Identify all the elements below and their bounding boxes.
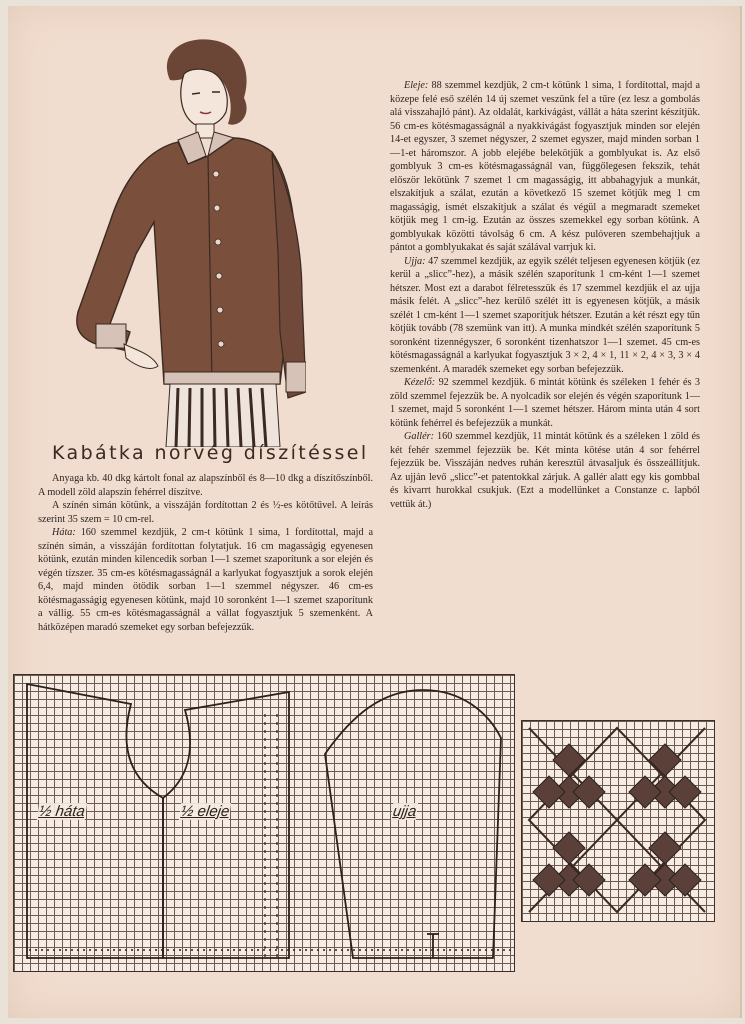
article-title: Kabátka norvég díszítéssel — [52, 442, 369, 464]
front-piece-label: ½ eleje — [179, 803, 231, 820]
pattern-pieces — [13, 674, 513, 970]
norwegian-motif — [521, 720, 713, 920]
left-text-column — [38, 472, 373, 634]
sleeve-piece-outline — [325, 690, 501, 958]
sleeve-piece-label: ujja — [391, 803, 418, 820]
paragraph: Anyaga kb. 40 dkg kártolt fonal az alapszínből és 8—10 dkg a díszítőszínből. A modell zöld alapszín fehérrel díszítve. — [38, 473, 373, 498]
jacket-illustration — [66, 32, 306, 447]
paragraph: Gallér: 160 szemmel kezdjük, 11 mintát kötünk és a széleken 1 zöld és két fehér szemmel fejezzük be. Két minta kötése után 4 sor fehérrel fejezzük be. Visszáján nedves ruhán keresztül átvasaljuk és összeállítjuk. Az ujján levő „slicc”-et patentokkal zárjuk. A gallér alatt egy kis gombbal és kivarrt hurokkal csukjuk. (Ezt a modellünket a Constanze c. lapból vettük át.) — [390, 431, 700, 510]
magazine-page — [8, 6, 742, 1018]
back-piece-label: ½ háta — [37, 803, 87, 820]
back-piece-outline — [27, 684, 163, 958]
paragraph: Kézelő: 92 szemmel kezdjük. 6 mintát kötünk és széleken 1 fehér és 3 zöld szemmel fejezzük be. A nyolcadik sor elején és végén szaporítunk 1—1 szemet, majd 5 soronként 1—1 szemet hétszer. Három minta után 4 sort kötünk fehérrel és befejezzük a munkát. — [390, 377, 700, 429]
right-text-column — [390, 79, 700, 511]
paragraph: Háta: 160 szemmel kezdjük, 2 cm-t kötünk 1 sima, 1 fordítottal, majd a színén simán, a visszáján fordítottan folytatjuk. 16 cm magasságig egyenesen kötünk, ezután minden kilencedik sorban 1—1 szemet szaporítunk a sor elején és végén tízszer. 35 cm-es kötésmagasságnál a karlyukat fogyasztjuk a sorok elején 6,4, majd minden ötödik sorban 1—1 szemmel négyszer. 46 cm-es kötésmagasságig egyenesen kötünk, majd 10 soronként 1—1 szemet szaporítunk a vállig. 55 cm-es kötésmagasságnál a vállat fogyasztjuk 5 szemenként. A hátközépen maradó szemeket egy sorban befejezzük. — [38, 527, 373, 633]
paragraph: A színén simán kötünk, a visszáján fordítottan 2 és ½-es kötőtűvel. A leírás szerint 35 szem = 10 cm-rel. — [38, 500, 373, 525]
paragraph: Eleje: 88 szemmel kezdjük, 2 cm-t kötünk 1 sima, 1 fordítottal, majd a közepe felé eső szélén 14 új szemet veszünk fel a tűre (ez lesz a gombolás alá visszahajló pánt). Az oldalát, karkivágást, vállát a háta szerint készítjük. 56 cm-es kötésmagasságnál a nyakkivágást fogyasztjuk minden sor elején 14-et egyszer, 3 szemet négyszer, 2 szemet egyszer, majd minden sorban 1—1-et háromszor. A jobb elejébe belekötjük a gomblyukat is. Az első gomblyuk 3 cm-es kötésmagasságnál van, függőlegesen fekszik, tehát először lekötünk 7 szemet 1 cm magasságig, itt abbahagyjuk a munkát, elszakítjuk a szálat, ezután a következő 15 szemet kötjük meg 1 cm magasságig, ismét elszakítjuk a szálat és végül a megmaradt szemeket kötjük meg 1 cm-ig. Ezután az összes szemekkel egy sorban kötünk. A gomblyukak közötti távolság 6 cm. A kész pulóveren szembehajtjuk a pántot a gomblyukakat és saját szálával varrjuk ki. — [390, 80, 700, 253]
paragraph: Ujja: 47 szemmel kezdjük, az egyik szélét teljesen egyenesen kötjük (ez kerül a „slicc”-hez), a másik szélén szaporítunk 1 cm-ként 1—1 szemet hétszer. Most ezt a darabot félretesszük és 17 szemmel kezdjük el az ujja másik felét. A „slicc”-hez kerülő szélét itt is egyenesen kötjük, a másik szélét 1 cm-ként 1—1 szemet szaporítjuk hétszer. Ezután a két részt egy tűn kötjük tovább (78 szemünk van itt). A munka mindkét szélén szaporítunk 5 soronként tizennégyszer, 6 soronként tizenhatszor 1—1 szemet. 45 cm-es kötésmagasságnál a karlyukat fogyasztjuk 3 × 2, 4 × 1, 11 × 2, 4 × 3, 3 × 4 szemenként. A maradék szemeket egy sorban befejezzük. — [390, 255, 700, 375]
front-piece-outline — [163, 692, 289, 958]
